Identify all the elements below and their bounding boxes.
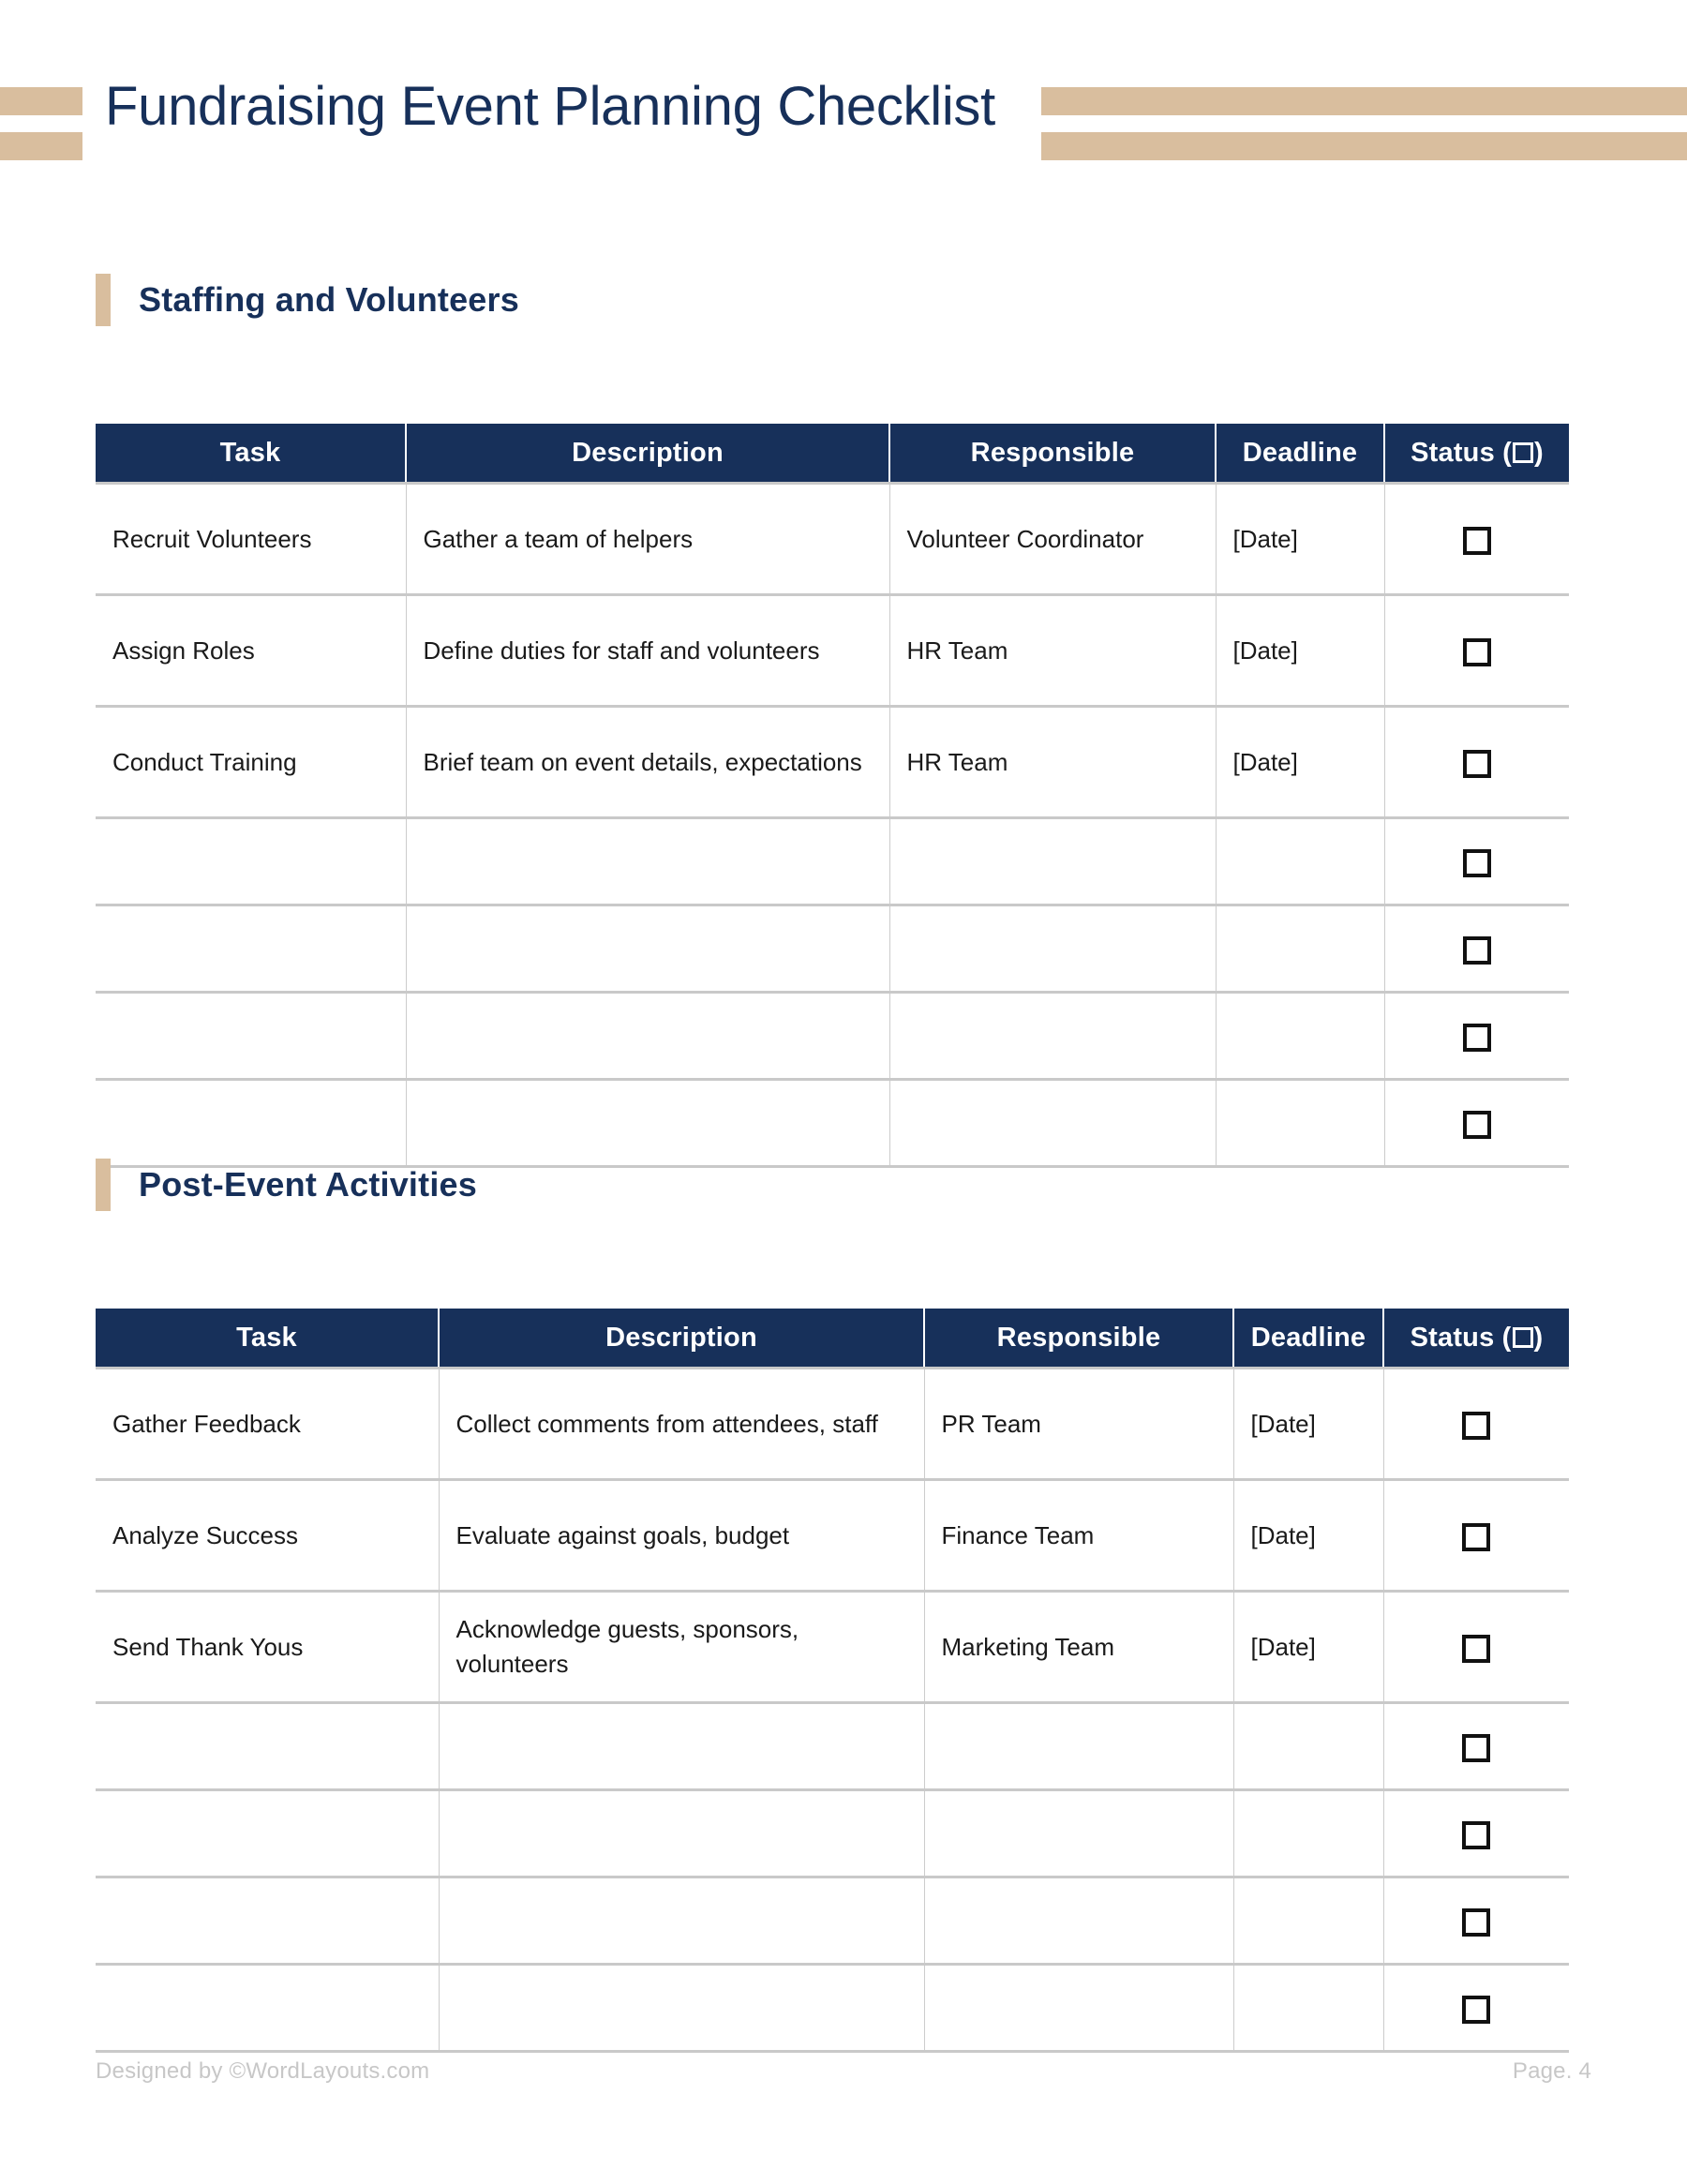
cell-task: Gather Feedback (96, 1369, 439, 1480)
cell-deadline[interactable] (1233, 1877, 1383, 1965)
checklist-table-staffing (96, 424, 1569, 1168)
cell-task[interactable] (96, 993, 406, 1080)
table-row (96, 1965, 1569, 2052)
cell-responsible: Finance Team (924, 1480, 1233, 1592)
cell-description[interactable] (439, 1965, 924, 2052)
section-heading-post-event-activities (96, 1159, 477, 1211)
status-checkbox[interactable] (1463, 638, 1491, 666)
cell-status[interactable] (1384, 707, 1569, 818)
cell-task[interactable] (96, 1965, 439, 2052)
checkbox-icon (1513, 442, 1533, 463)
cell-description[interactable] (439, 1703, 924, 1790)
column-header-status-suffix: ) (1533, 1322, 1544, 1353)
cell-description: Define duties for staff and volunteers (406, 595, 889, 707)
table-row (96, 595, 1569, 707)
header-accent-bar-left-bottom (0, 132, 82, 160)
page-title: Fundraising Event Planning Checklist (105, 76, 995, 137)
cell-responsible: HR Team (889, 707, 1216, 818)
column-header-deadline: Deadline (1216, 424, 1384, 484)
column-header-responsible: Responsible (889, 424, 1216, 484)
column-header-status-suffix: ) (1534, 437, 1544, 468)
cell-responsible[interactable] (924, 1790, 1233, 1877)
cell-task[interactable] (96, 905, 406, 993)
table-row (96, 484, 1569, 595)
section-accent-bar (96, 1159, 111, 1211)
status-checkbox[interactable] (1462, 1734, 1490, 1762)
status-checkbox[interactable] (1463, 1024, 1491, 1052)
table-row (96, 1480, 1569, 1592)
cell-responsible[interactable] (889, 993, 1216, 1080)
cell-description: Collect comments from attendees, staff (439, 1369, 924, 1480)
column-header-responsible: Responsible (924, 1309, 1233, 1369)
cell-deadline: [Date] (1233, 1369, 1383, 1480)
cell-status[interactable] (1384, 1080, 1569, 1167)
table-row (96, 818, 1569, 905)
cell-task[interactable] (96, 1080, 406, 1167)
cell-responsible: HR Team (889, 595, 1216, 707)
status-checkbox[interactable] (1463, 750, 1491, 778)
cell-description[interactable] (439, 1877, 924, 1965)
section-title: Staffing and Volunteers (139, 280, 519, 319)
cell-deadline[interactable] (1216, 818, 1384, 905)
cell-description: Evaluate against goals, budget (439, 1480, 924, 1592)
header-accent-bar-right-top (1041, 87, 1687, 115)
column-header-status (1384, 424, 1569, 484)
section-accent-bar (96, 274, 111, 326)
cell-responsible[interactable] (889, 818, 1216, 905)
table-row (96, 1877, 1569, 1965)
status-checkbox[interactable] (1462, 1821, 1490, 1849)
cell-status[interactable] (1383, 1480, 1569, 1592)
table-row (96, 1592, 1569, 1703)
cell-task: Assign Roles (96, 595, 406, 707)
cell-task: Analyze Success (96, 1480, 439, 1592)
checkbox-icon (1513, 1327, 1533, 1348)
cell-task: Send Thank Yous (96, 1592, 439, 1703)
cell-responsible[interactable] (924, 1703, 1233, 1790)
column-header-description: Description (439, 1309, 924, 1369)
table-row (96, 707, 1569, 818)
cell-description: Brief team on event details, expectations (406, 707, 889, 818)
table-row (96, 993, 1569, 1080)
status-checkbox[interactable] (1463, 936, 1491, 965)
cell-deadline[interactable] (1216, 905, 1384, 993)
status-checkbox[interactable] (1462, 1635, 1490, 1663)
page-header (0, 0, 1687, 206)
cell-deadline: [Date] (1233, 1480, 1383, 1592)
column-header-task: Task (96, 424, 406, 484)
cell-status[interactable] (1384, 993, 1569, 1080)
cell-deadline[interactable] (1233, 1965, 1383, 2052)
status-checkbox[interactable] (1463, 849, 1491, 877)
cell-status[interactable] (1384, 905, 1569, 993)
cell-status[interactable] (1384, 595, 1569, 707)
cell-task: Recruit Volunteers (96, 484, 406, 595)
cell-description: Acknowledge guests, sponsors, volunteers (439, 1592, 924, 1703)
checklist-table-post-event (96, 1309, 1569, 2053)
cell-description[interactable] (406, 818, 889, 905)
cell-status[interactable] (1383, 1592, 1569, 1703)
column-header-status-prefix: Status ( (1411, 437, 1513, 468)
table-header-row (96, 424, 1569, 484)
table-row (96, 1703, 1569, 1790)
cell-responsible[interactable] (889, 905, 1216, 993)
cell-deadline: [Date] (1216, 707, 1384, 818)
header-accent-bar-right-bottom (1041, 132, 1687, 160)
status-checkbox[interactable] (1463, 527, 1491, 555)
table-row (96, 1790, 1569, 1877)
footer-credit: Designed by ©WordLayouts.com (96, 2058, 430, 2084)
cell-status[interactable] (1384, 484, 1569, 595)
cell-deadline: [Date] (1233, 1592, 1383, 1703)
cell-responsible[interactable] (924, 1877, 1233, 1965)
cell-task[interactable] (96, 1790, 439, 1877)
cell-responsible[interactable] (924, 1965, 1233, 2052)
cell-description[interactable] (406, 993, 889, 1080)
cell-status[interactable] (1383, 1965, 1569, 2052)
cell-deadline[interactable] (1216, 1080, 1384, 1167)
cell-task[interactable] (96, 1877, 439, 1965)
cell-status[interactable] (1383, 1877, 1569, 1965)
cell-deadline[interactable] (1233, 1703, 1383, 1790)
status-checkbox[interactable] (1462, 1996, 1490, 2024)
table-row (96, 905, 1569, 993)
status-checkbox[interactable] (1462, 1908, 1490, 1937)
cell-deadline[interactable] (1216, 993, 1384, 1080)
table-row (96, 1080, 1569, 1167)
cell-description[interactable] (406, 905, 889, 993)
cell-task[interactable] (96, 1703, 439, 1790)
status-checkbox[interactable] (1463, 1111, 1491, 1139)
cell-description: Gather a team of helpers (406, 484, 889, 595)
cell-responsible[interactable] (889, 1080, 1216, 1167)
cell-responsible: PR Team (924, 1369, 1233, 1480)
cell-status[interactable] (1383, 1703, 1569, 1790)
column-header-status-prefix: Status ( (1410, 1322, 1512, 1353)
column-header-description: Description (406, 424, 889, 484)
section-heading-staffing-and-volunteers (96, 274, 519, 326)
column-header-task: Task (96, 1309, 439, 1369)
page-footer (96, 2058, 1591, 2085)
section-title: Post-Event Activities (139, 1165, 477, 1204)
column-header-status (1383, 1309, 1569, 1369)
cell-status[interactable] (1383, 1369, 1569, 1480)
cell-responsible: Volunteer Coordinator (889, 484, 1216, 595)
cell-status[interactable] (1383, 1790, 1569, 1877)
cell-responsible: Marketing Team (924, 1592, 1233, 1703)
status-checkbox[interactable] (1462, 1412, 1490, 1440)
cell-description[interactable] (406, 1080, 889, 1167)
column-header-deadline: Deadline (1233, 1309, 1383, 1369)
cell-description[interactable] (439, 1790, 924, 1877)
cell-deadline[interactable] (1233, 1790, 1383, 1877)
table-row (96, 1369, 1569, 1480)
cell-deadline: [Date] (1216, 484, 1384, 595)
header-accent-bar-left-top (0, 87, 82, 115)
cell-status[interactable] (1384, 818, 1569, 905)
footer-page-number: Page. 4 (1512, 2058, 1591, 2084)
table-header-row (96, 1309, 1569, 1369)
cell-deadline: [Date] (1216, 595, 1384, 707)
status-checkbox[interactable] (1462, 1523, 1490, 1551)
cell-task[interactable] (96, 818, 406, 905)
cell-task: Conduct Training (96, 707, 406, 818)
